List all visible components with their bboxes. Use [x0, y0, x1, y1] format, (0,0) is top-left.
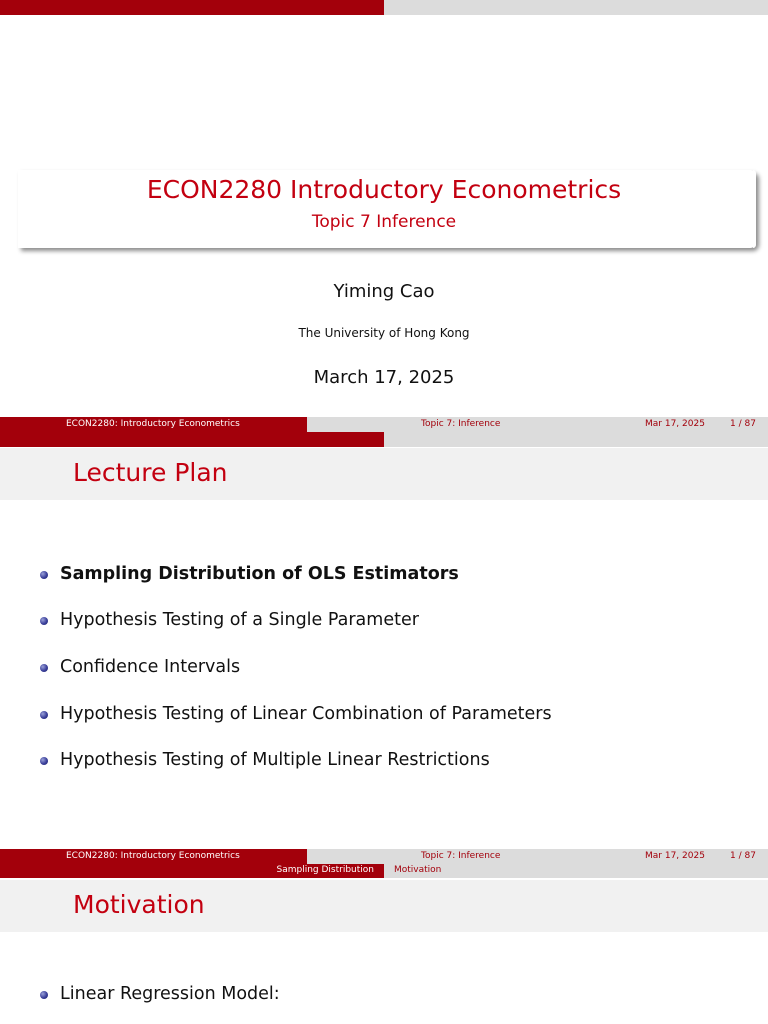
footer-bar: [0, 849, 768, 864]
top-progress-bar-empty: [384, 0, 768, 15]
author-name: Yiming Cao: [333, 281, 435, 302]
frame-title-bar: [0, 880, 768, 932]
bullet-icon: [40, 571, 48, 579]
institution: The University of Hong Kong: [298, 326, 470, 340]
bullet-icon: [40, 664, 48, 672]
progress-bar-empty: [384, 432, 768, 447]
footer-topic: Topic 7: Inference: [421, 419, 501, 429]
frame-title: Motivation: [73, 890, 205, 919]
presentation-date: March 17, 2025: [313, 367, 455, 388]
top-progress-bar-filled: [0, 0, 384, 15]
footer-date: Mar 17, 2025: [645, 419, 705, 429]
footer-page-number: 1 / 87: [730, 851, 756, 861]
nav-section[interactable]: Sampling Distribution: [276, 865, 374, 875]
progress-bar-filled: [0, 432, 384, 447]
section-nav-bar: [0, 864, 384, 878]
presentation-title: ECON2280 Introductory Econometrics: [146, 175, 622, 204]
bullet-icon: [40, 617, 48, 625]
footer-date: Mar 17, 2025: [645, 851, 705, 861]
footer-bar: [0, 417, 768, 432]
footer-course: ECON2280: Introductory Econometrics: [66, 419, 240, 429]
footer-page-number: 1 / 87: [730, 419, 756, 429]
footer-topic: Topic 7: Inference: [421, 851, 501, 861]
nav-subsection[interactable]: Motivation: [394, 865, 442, 875]
presentation-subtitle: Topic 7 Inference: [311, 212, 457, 232]
frame-title: Lecture Plan: [73, 458, 228, 487]
bullet-icon: [40, 991, 48, 999]
bullet-icon: [40, 757, 48, 765]
frame-title-bar: [0, 448, 768, 500]
footer-course: ECON2280: Introductory Econometrics: [66, 851, 240, 861]
bullet-icon: [40, 711, 48, 719]
subsection-nav-bar: [384, 864, 768, 878]
